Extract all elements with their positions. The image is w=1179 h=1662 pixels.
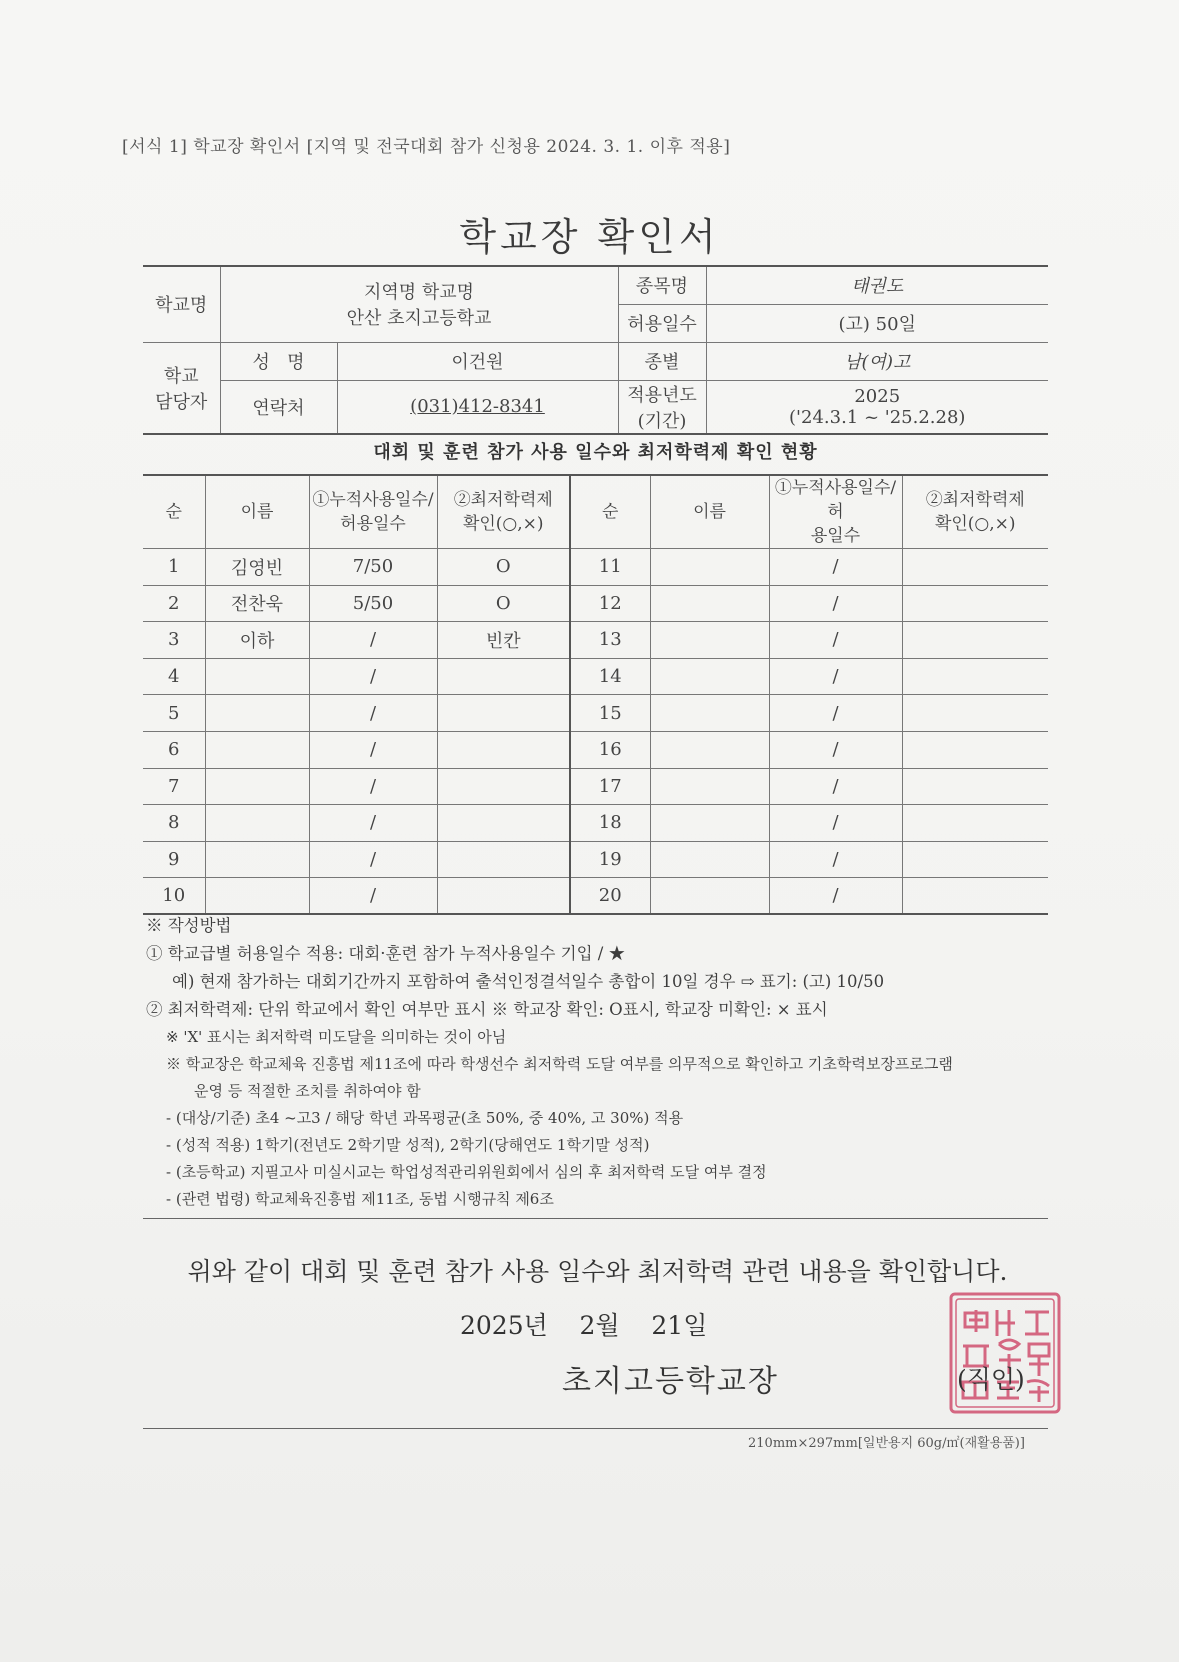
table-title: 대회 및 훈련 참가 사용 일수와 최저학력제 확인 현황 xyxy=(373,442,818,463)
row-check-right xyxy=(902,622,1048,659)
year-label-line2: (기간) xyxy=(637,410,687,432)
school-value-line1: 지역명 학교명 xyxy=(363,282,475,304)
name-label: 성 명 xyxy=(220,342,337,380)
row-days: / xyxy=(309,658,437,695)
notes-dash-4: - (관련 법령) 학교체육진흥법 제11조, 동법 시행규칙 제6조 xyxy=(166,1190,554,1208)
row-no-right: 18 xyxy=(570,805,650,842)
row-no: 3 xyxy=(143,622,205,659)
row-no-right: 11 xyxy=(570,549,650,586)
row-check-right xyxy=(902,731,1048,768)
row-no-right: 19 xyxy=(570,841,650,878)
year-value-line2: ('24.3.1 ~ '25.2.28) xyxy=(789,406,966,428)
row-check: O xyxy=(437,549,570,586)
table-row xyxy=(143,768,1048,805)
row-check xyxy=(437,695,570,732)
instructions xyxy=(146,912,1046,1213)
table-row xyxy=(143,695,1048,732)
row-no-right: 20 xyxy=(570,878,650,915)
notes-item-1-example: 예) 현재 참가하는 대회기간까지 포함하여 출석인정결석일수 총합이 10일 경우 ⇨ 표기: (고) 10/50 xyxy=(172,972,885,991)
row-name: 김영빈 xyxy=(205,549,309,586)
col-no-right: 순 xyxy=(570,475,650,549)
row-no: 10 xyxy=(143,878,205,915)
gender-label: 종별 xyxy=(618,342,706,380)
row-name xyxy=(205,768,309,805)
row-name-right xyxy=(650,585,769,622)
row-check-right xyxy=(902,768,1048,805)
notes-heading: ※ 작성방법 xyxy=(146,916,232,935)
row-days-right: / xyxy=(769,658,902,695)
row-days-right: / xyxy=(769,768,902,805)
row-days: / xyxy=(309,878,437,915)
row-name-right xyxy=(650,622,769,659)
row-name xyxy=(205,731,309,768)
row-no-right: 16 xyxy=(570,731,650,768)
table-header-row xyxy=(143,475,1048,549)
year-value-line1: 2025 xyxy=(854,385,901,407)
row-check xyxy=(437,768,570,805)
gender-value: 남(여)고 xyxy=(706,342,1048,380)
seal-label: (직인) xyxy=(957,1365,1025,1394)
document-title: 학교장 확인서 xyxy=(459,215,720,259)
row-check-right xyxy=(902,585,1048,622)
col-name-right: 이름 xyxy=(650,475,769,549)
principal-title: 초지고등학교장 xyxy=(562,1364,779,1399)
manager-label-line1: 학교 xyxy=(163,365,199,387)
row-name xyxy=(205,695,309,732)
contact-label: 연락처 xyxy=(220,380,337,434)
row-name-right xyxy=(650,658,769,695)
notes-dash-3: - (초등학교) 지필고사 미실시교는 학업성적관리위원회에서 심의 후 최저학력 도달 여부 결정 xyxy=(166,1163,767,1181)
info-table xyxy=(143,265,1048,435)
row-no: 4 xyxy=(143,658,205,695)
col-days-right-line2: 용일수 xyxy=(810,526,861,546)
school-value xyxy=(220,266,618,342)
col-check-line2: 확인(○,×) xyxy=(462,514,544,534)
notes-item-2-note-2b: 운영 등 적절한 조치를 취하여야 함 xyxy=(194,1082,421,1100)
name-value: 이건원 xyxy=(337,342,618,380)
row-no: 5 xyxy=(143,695,205,732)
row-no-right: 13 xyxy=(570,622,650,659)
row-check: 빈칸 xyxy=(437,622,570,659)
year-label xyxy=(618,380,706,434)
row-name xyxy=(205,878,309,915)
days-label: 허용일수 xyxy=(618,304,706,342)
row-check-right xyxy=(902,805,1048,842)
col-no: 순 xyxy=(143,475,205,549)
school-value-line2: 안산 초지고등학교 xyxy=(346,308,492,330)
col-days-line2: 허용일수 xyxy=(340,514,406,534)
official-seal-stamp xyxy=(945,1288,1065,1418)
col-days-right xyxy=(769,475,902,549)
row-days: / xyxy=(309,841,437,878)
row-no-right: 17 xyxy=(570,768,650,805)
row-name xyxy=(205,805,309,842)
row-check-right xyxy=(902,549,1048,586)
participation-table xyxy=(143,474,1048,915)
row-name-right xyxy=(650,549,769,586)
row-days: / xyxy=(309,695,437,732)
row-no: 2 xyxy=(143,585,205,622)
row-name-right xyxy=(650,878,769,915)
row-no-right: 12 xyxy=(570,585,650,622)
row-name xyxy=(205,658,309,695)
col-days-line1: ①누적사용일수/ xyxy=(312,490,434,510)
confirmation-text: 위와 같이 대회 및 훈련 참가 사용 일수와 최저학력 관련 내용을 확인합니다. xyxy=(187,1257,1008,1286)
row-days: / xyxy=(309,731,437,768)
row-name: 이하 xyxy=(205,622,309,659)
row-days-right: / xyxy=(769,878,902,915)
row-no: 1 xyxy=(143,549,205,586)
row-days-right: / xyxy=(769,841,902,878)
col-check xyxy=(437,475,570,549)
table-row xyxy=(143,731,1048,768)
notes-item-2-note-1: ※ 'X' 표시는 최저학력 미도달을 의미하는 것이 아님 xyxy=(166,1028,507,1046)
row-check-right xyxy=(902,658,1048,695)
divider-line xyxy=(143,1218,1048,1219)
row-check-right xyxy=(902,841,1048,878)
row-days-right: / xyxy=(769,585,902,622)
row-days-right: / xyxy=(769,622,902,659)
row-days-right: / xyxy=(769,549,902,586)
year-value xyxy=(706,380,1048,434)
contact-value xyxy=(337,380,618,434)
notes-item-2: ② 최저학력제: 단위 학교에서 확인 여부만 표시 ※ 학교장 확인: O표시, 학교장 미확인: × 표시 xyxy=(146,1000,828,1019)
year-label-line1: 적용년도 xyxy=(627,384,697,406)
row-days: 5/50 xyxy=(309,585,437,622)
row-name-right xyxy=(650,731,769,768)
row-check-right xyxy=(902,878,1048,915)
row-name xyxy=(205,841,309,878)
row-name: 전찬욱 xyxy=(205,585,309,622)
row-no: 9 xyxy=(143,841,205,878)
issue-date: 2025년 2월 21일 xyxy=(460,1311,708,1340)
manager-label xyxy=(143,342,220,434)
contact-value-text: (031)412-8341 xyxy=(410,396,545,418)
row-no: 7 xyxy=(143,768,205,805)
row-days-right: / xyxy=(769,731,902,768)
row-no: 6 xyxy=(143,731,205,768)
table-row xyxy=(143,585,1048,622)
row-check xyxy=(437,841,570,878)
row-check-right xyxy=(902,695,1048,732)
form-id: [서식 1] 학교장 확인서 [지역 및 전국대회 참가 신청용 2024. 3. 1. 이후 적용] xyxy=(122,137,731,157)
school-label: 학교명 xyxy=(143,266,220,342)
row-days: 7/50 xyxy=(309,549,437,586)
days-value: (고) 50일 xyxy=(706,304,1048,342)
table-row xyxy=(143,841,1048,878)
notes-dash-2: - (성적 적용) 1학기(전년도 2학기말 성적), 2학기(당해연도 1학기말 성적) xyxy=(166,1136,650,1154)
row-no-right: 15 xyxy=(570,695,650,732)
row-name-right xyxy=(650,805,769,842)
row-name-right xyxy=(650,768,769,805)
notes-item-1: ① 학교급별 허용일수 적용: 대회·훈련 참가 누적사용일수 기입 / ★ xyxy=(146,944,626,963)
row-days: / xyxy=(309,768,437,805)
table-row xyxy=(143,622,1048,659)
table-row xyxy=(143,878,1048,915)
row-check xyxy=(437,878,570,915)
col-check-right-line1: ②최저학력제 xyxy=(925,490,1025,510)
notes-dash-1: - (대상/기준) 초4 ~고3 / 해당 학년 과목평균(초 50%, 중 40%, 고 30%) 적용 xyxy=(166,1109,684,1127)
col-days xyxy=(309,475,437,549)
table-row xyxy=(143,549,1048,586)
row-no: 8 xyxy=(143,805,205,842)
row-name-right xyxy=(650,695,769,732)
sport-value: 태권도 xyxy=(706,266,1048,304)
col-name: 이름 xyxy=(205,475,309,549)
footer-line xyxy=(143,1428,1048,1429)
row-check xyxy=(437,658,570,695)
table-row xyxy=(143,805,1048,842)
col-days-right-line1: ①누적사용일수/허 xyxy=(774,478,897,522)
row-days-right: / xyxy=(769,695,902,732)
row-days-right: / xyxy=(769,805,902,842)
table-row xyxy=(143,658,1048,695)
row-check xyxy=(437,731,570,768)
row-check xyxy=(437,805,570,842)
sport-label: 종목명 xyxy=(618,266,706,304)
manager-label-line2: 담당자 xyxy=(155,391,208,413)
row-name-right xyxy=(650,841,769,878)
col-check-right xyxy=(902,475,1048,549)
row-days: / xyxy=(309,622,437,659)
col-check-right-line2: 확인(○,×) xyxy=(934,514,1016,534)
row-no-right: 14 xyxy=(570,658,650,695)
notes-item-2-note-2: ※ 학교장은 학교체육 진흥법 제11조에 따라 학생선수 최저학력 도달 여부를 의무적으로 확인하고 기초학력보장프로그램 xyxy=(166,1055,953,1073)
paper-spec: 210mm×297mm[일반용지 60g/㎡(재활용품)] xyxy=(748,1436,1025,1451)
row-days: / xyxy=(309,805,437,842)
col-check-line1: ②최저학력제 xyxy=(453,490,553,510)
row-check: O xyxy=(437,585,570,622)
